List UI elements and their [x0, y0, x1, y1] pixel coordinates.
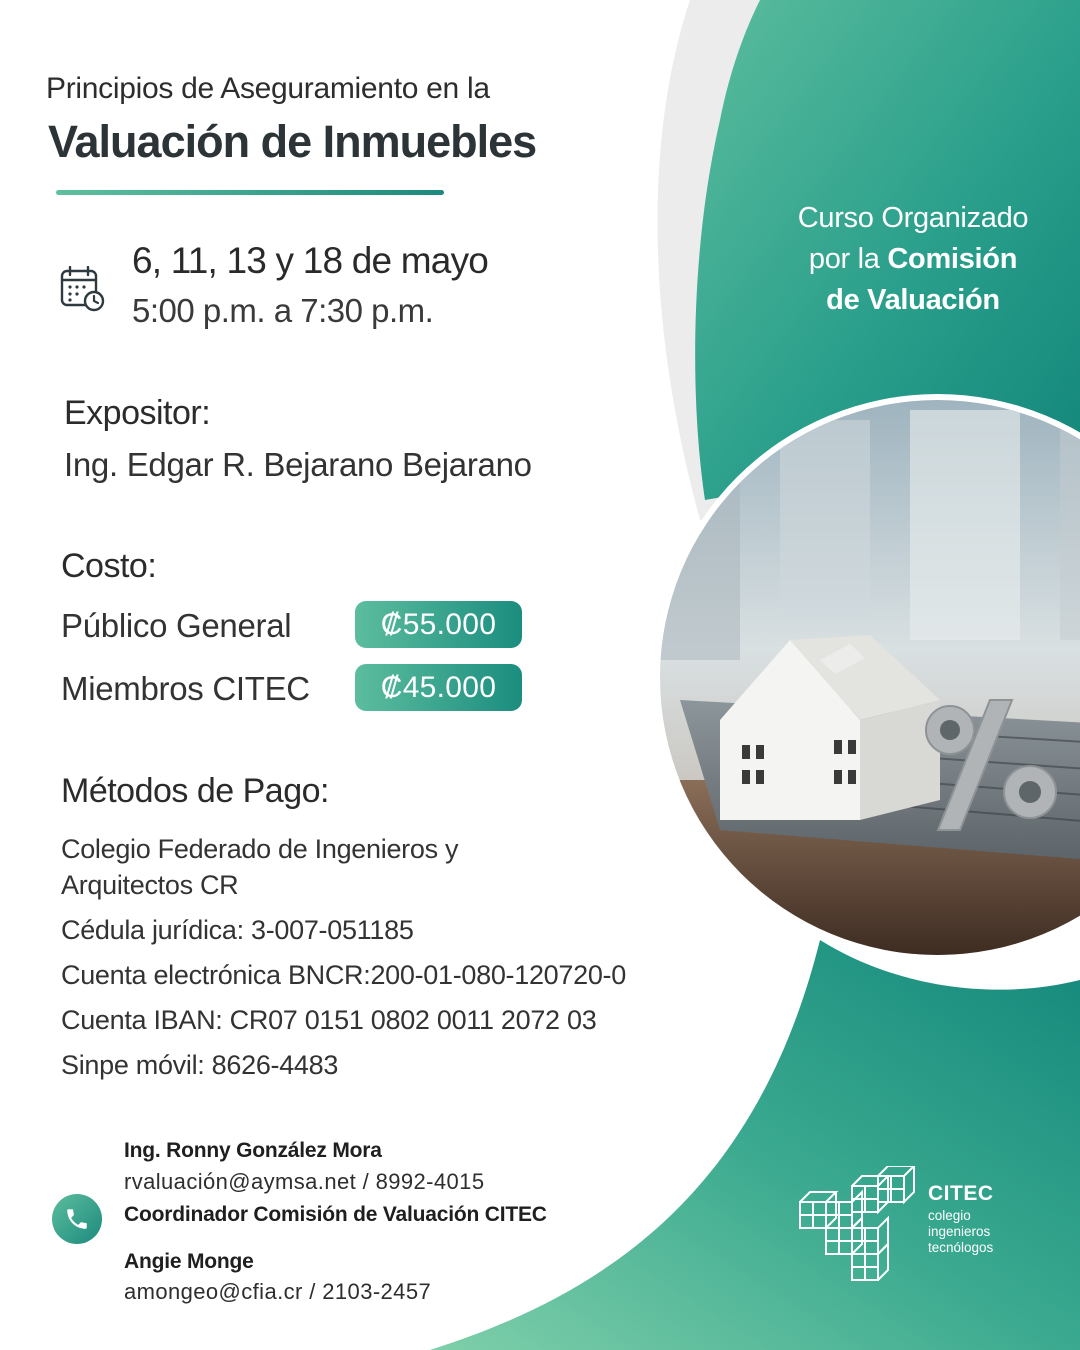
contact-info: rvaluación@aymsa.net / 8992-4015: [124, 1169, 485, 1194]
price-label-public: Público General: [61, 607, 292, 644]
course-time: 5:00 p.m. a 7:30 p.m.: [132, 292, 434, 329]
payment-line: Colegio Federado de Ingenieros y: [61, 834, 459, 864]
payment-line: Cédula jurídica: 3-007-051185: [61, 915, 414, 945]
payment-line: Sinpe móvil: 8626-4483: [61, 1050, 339, 1080]
organizer-line-3: de Valuación: [826, 284, 1000, 316]
title-underline: [56, 190, 444, 195]
logo-title: CITEC: [928, 1182, 994, 1205]
calendar-clock-icon: [60, 266, 106, 312]
citec-cubes-logo: [796, 1166, 922, 1290]
expositor-name: Ing. Edgar R. Bejarano Bejarano: [64, 446, 532, 483]
payment-line: Cuenta electrónica BNCR:200-01-080-120720-0: [61, 960, 626, 990]
price-badge-members: ₡45.000: [355, 664, 522, 711]
contact-role: Coordinador Comisión de Valuación CITEC: [124, 1203, 547, 1226]
organizer-line-2-plain: por la: [808, 243, 888, 275]
logo-subtitle: ingenieros: [928, 1224, 991, 1239]
costo-label: Costo:: [61, 547, 157, 585]
contact-info: amongeo@cfia.cr / 2103-2457: [124, 1279, 432, 1304]
price-label-members: Miembros CITEC: [61, 670, 310, 707]
contact-name: Ing. Ronny González Mora: [124, 1139, 382, 1162]
organizer-text: [758, 198, 1068, 321]
payment-methods-label: Métodos de Pago:: [61, 772, 329, 810]
title-line-1: Principios de Aseguramiento en la: [46, 72, 490, 105]
logo-subtitle: colegio: [928, 1208, 971, 1223]
course-dates: 6, 11, 13 y 18 de mayo: [132, 240, 489, 281]
expositor-label: Expositor:: [64, 394, 211, 432]
page-title: Valuación de Inmuebles: [48, 116, 537, 167]
contact-name: Angie Monge: [124, 1250, 254, 1273]
organizer-line-2: [758, 239, 1068, 280]
price-badge-public: ₡55.000: [355, 601, 522, 648]
phone-icon: [52, 1194, 102, 1244]
logo-subtitle: tecnólogos: [928, 1240, 994, 1255]
payment-line: Arquitectos CR: [61, 870, 239, 900]
organizer-line-1: Curso Organizado: [797, 202, 1029, 234]
organizer-line-2-bold: Comisión: [887, 243, 1018, 275]
payment-line: Cuenta IBAN: CR07 0151 0802 0011 2072 03: [61, 1005, 597, 1035]
